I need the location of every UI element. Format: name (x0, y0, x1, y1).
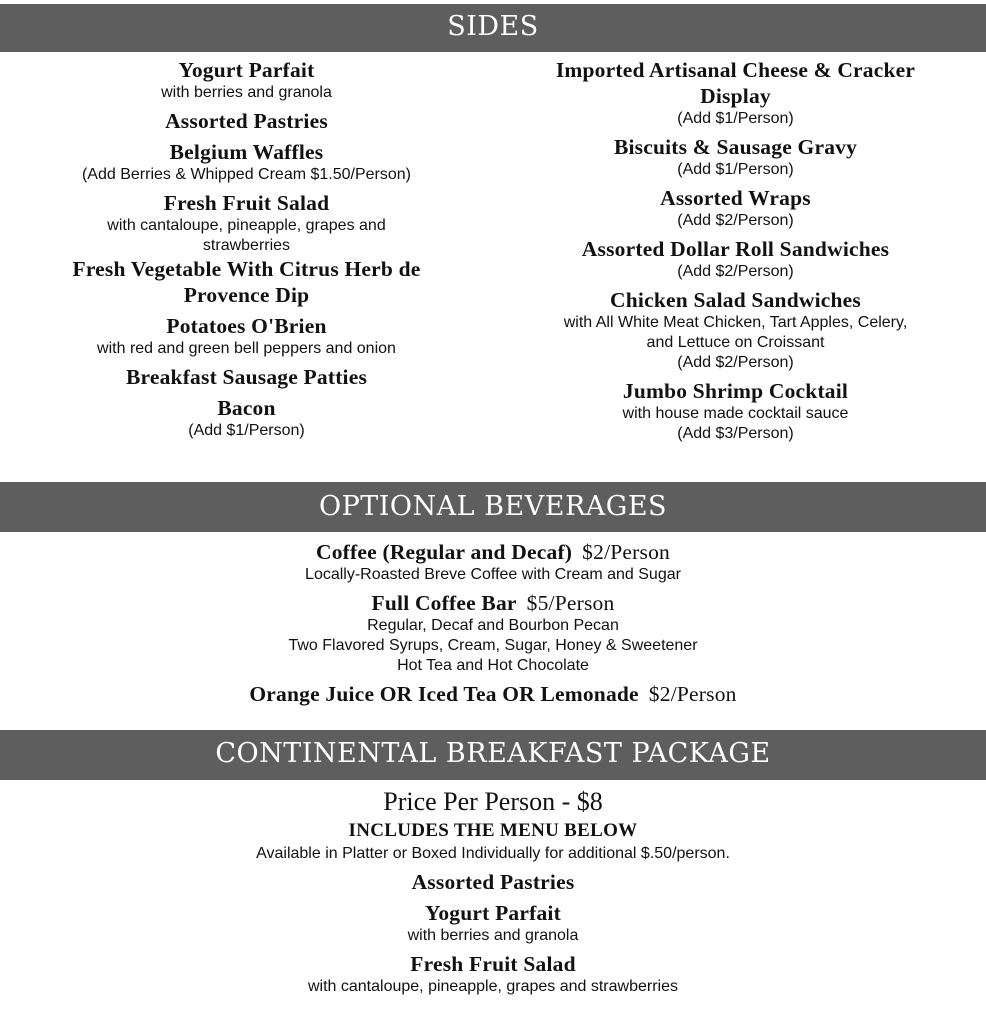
beverage-price: $2/Person (582, 540, 670, 564)
item-description: with house made cocktail sauce (622, 405, 849, 422)
item-title: Belgium Waffles (169, 140, 324, 164)
sides-heading: SIDES (447, 11, 539, 42)
beverage-title (0, 539, 986, 565)
menu-item-yogurt-parfait (0, 57, 493, 103)
menu-item-assorted-wraps (489, 185, 982, 231)
item-title: Fresh Fruit Salad (410, 952, 576, 976)
menu-item-fresh-vegetable (0, 256, 493, 308)
item-title: Assorted Dollar Roll Sandwiches (581, 237, 890, 261)
beverage-description: Locally-Roasted Breve Coffee with Cream and Sugar (305, 566, 681, 583)
item-description: with red and green bell peppers and onion (97, 340, 396, 357)
item-description: with berries and granola (161, 84, 332, 101)
item-description: (Add $3/Person) (677, 425, 794, 442)
beverage-name: Orange Juice OR Iced Tea OR Lemonade (249, 682, 639, 706)
item-description: (Add $2/Person) (677, 354, 794, 371)
sides-section-header (0, 4, 986, 52)
menu-item-chicken-salad (489, 287, 982, 373)
item-title: Assorted Pastries (165, 109, 328, 133)
beverage-title (0, 681, 986, 707)
sides-right-column (489, 57, 982, 444)
package-item-yogurt-parfait (0, 900, 986, 946)
beverage-coffee (0, 539, 986, 585)
item-title: Fresh Fruit Salad (163, 191, 330, 215)
price-per-person: Price Per Person - $8 (383, 787, 603, 816)
beverage-name: Coffee (Regular and Decaf) (316, 540, 573, 564)
beverage-description: Two Flavored Syrups, Cream, Sugar, Honey & Sweetener (288, 637, 698, 654)
availability-note: Available in Platter or Boxed Individually for additional $.50/person. (256, 845, 730, 862)
item-title-line: Display (700, 84, 771, 108)
item-description: (Add Berries & Whipped Cream $1.50/Person) (81, 166, 412, 183)
beverage-full-coffee-bar (0, 590, 986, 676)
menu-item-bacon (0, 395, 493, 441)
package-item-fresh-fruit-salad (0, 951, 986, 997)
item-description: (Add $2/Person) (677, 263, 794, 280)
beverage-description: Regular, Decaf and Bourbon Pecan (367, 617, 619, 634)
menu-item-assorted-pastries (0, 108, 493, 134)
item-title: Breakfast Sausage Patties (125, 365, 368, 389)
item-description: (Add $1/Person) (677, 161, 794, 178)
beverages-section-header (0, 482, 986, 532)
item-title: Jumbo Shrimp Cocktail (622, 379, 849, 403)
menu-item-breakfast-sausage (0, 364, 493, 390)
includes-heading: INCLUDES THE MENU BELOW (348, 820, 638, 841)
beverages-list (0, 539, 986, 707)
continental-package (0, 786, 986, 997)
continental-section-header (0, 730, 986, 780)
item-title-line: Provence Dip (183, 283, 310, 307)
item-description: with berries and granola (407, 927, 579, 944)
beverage-description: Hot Tea and Hot Chocolate (397, 657, 589, 674)
package-item-assorted-pastries (0, 869, 986, 895)
item-description: and Lettuce on Croissant (646, 334, 825, 351)
item-description: with All White Meat Chicken, Tart Apples, Celery, (563, 314, 908, 331)
menu-item-shrimp-cocktail (489, 378, 982, 444)
menu-item-potatoes-obrien (0, 313, 493, 359)
menu-item-belgium-waffles (0, 139, 493, 185)
item-description: (Add $1/Person) (677, 110, 794, 127)
continental-heading: CONTINENTAL BREAKFAST PACKAGE (215, 738, 771, 769)
item-title: Yogurt Parfait (178, 58, 315, 82)
beverage-name: Full Coffee Bar (371, 591, 517, 615)
item-description: with cantaloupe, pineapple, grapes and strawberries (307, 978, 678, 995)
item-description: with cantaloupe, pineapple, grapes and (107, 217, 386, 234)
item-title-line: Fresh Vegetable With Citrus Herb de (72, 257, 421, 281)
menu-item-fresh-fruit-salad (0, 190, 493, 256)
beverage-juice-tea-lemonade (0, 681, 986, 707)
sides-left-column (0, 57, 493, 441)
beverage-price: $5/Person (526, 591, 615, 615)
item-title: Potatoes O'Brien (166, 314, 327, 338)
item-title: Assorted Pastries (411, 870, 575, 894)
item-title: Assorted Wraps (660, 186, 811, 210)
item-title-line: Imported Artisanal Cheese & Cracker (555, 58, 916, 82)
item-title: Yogurt Parfait (425, 901, 561, 925)
menu-item-dollar-roll (489, 236, 982, 282)
item-description: strawberries (202, 237, 291, 254)
item-title: Bacon (217, 396, 276, 420)
beverages-heading: OPTIONAL BEVERAGES (318, 491, 668, 522)
menu-item-biscuits-gravy (489, 134, 982, 180)
beverage-title (0, 590, 986, 616)
item-description: (Add $1/Person) (188, 422, 305, 439)
beverage-price: $2/Person (648, 682, 737, 706)
item-title: Biscuits & Sausage Gravy (613, 135, 858, 159)
item-description: (Add $2/Person) (677, 212, 794, 229)
menu-item-cheese-display (489, 57, 982, 129)
item-title: Chicken Salad Sandwiches (610, 288, 861, 312)
